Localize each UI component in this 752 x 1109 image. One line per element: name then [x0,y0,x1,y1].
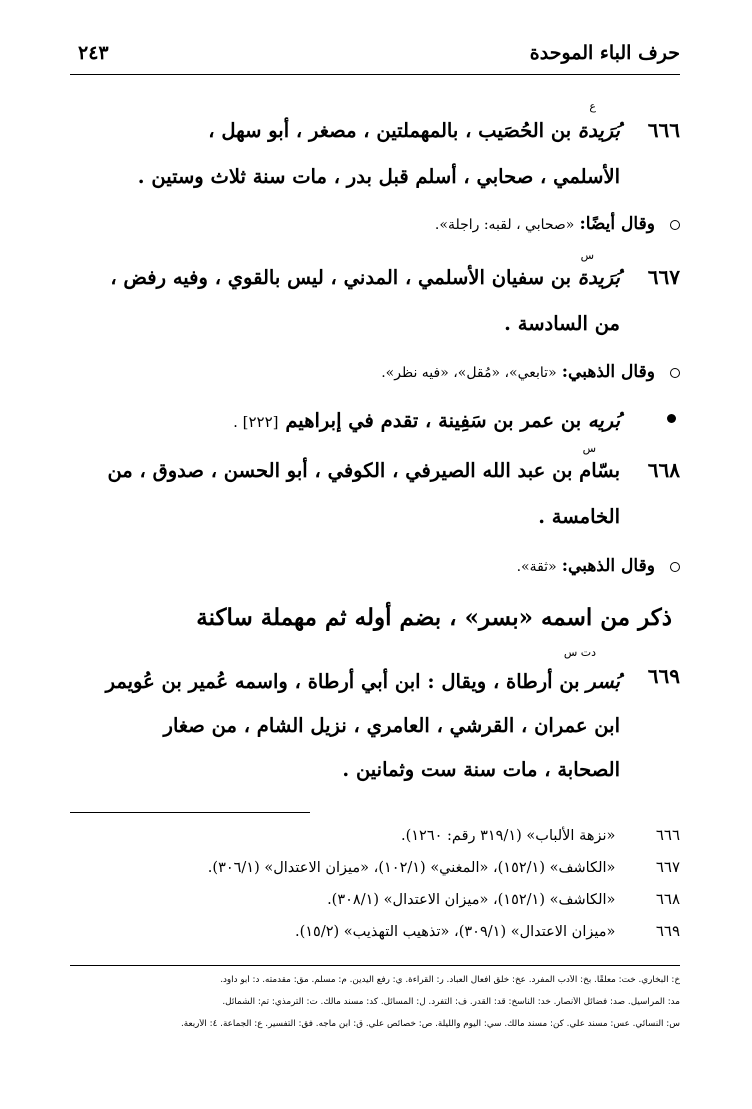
chapter-title: حرف الباء الموحدة [529,42,680,64]
entry-line-1: بن أرطاة ، ويقال : ابن أبي أرطاة ، واسمه عُمير بن عُويمر [105,670,580,693]
cross-reference-entry [70,398,680,445]
narrator-symbol: دت س [563,646,596,659]
footnote-text: «الكاشف» (١٥٢/١)، «ميزان الاعتدال» (٣٠٨/١). [327,892,616,908]
page-header [70,38,680,75]
entry-line-2: من السادسة . [504,312,620,335]
note-lead: وقال الذهبي: [561,556,655,576]
narrator-name: بُسر [586,670,620,693]
hollow-circle-icon [670,562,680,572]
note-quote: «ثقة». [516,559,557,575]
footnote-number: ٦٦٨ [655,890,680,908]
hollow-circle-icon [670,220,680,230]
entry-text [70,448,620,540]
narrator-name: بُرَيدة [577,119,620,142]
footnote-text: «ميزان الاعتدال» (٣٠٩/١)، «تذهيب التهذيب» (١٥/٢). [294,924,616,940]
footnote-divider [70,812,310,813]
footnote-number: ٦٦٧ [655,858,680,876]
entry-line-1: بن سفيان الأسلمي ، المدني ، ليس بالقوي ، وفيه رفض ، [110,266,572,289]
entry-number: ٦٦٧ [647,265,680,289]
footnote-666 [70,826,680,844]
entry-line-1: بسّام بن عبد الله الصيرفي ، الكوفي ، أبو الحسن ، صدوق ، من [107,459,620,482]
page-number: ٢٤٣ [78,42,109,64]
abbreviation-line: مد: المراسيل. صد: فضائل الأنصار. خد: الناسخ: قد: القدر. ف: التفرد. ل: المسائل. كد: مسند مالك. ت: الترمذي: تم: الشمائل. [222,997,680,1007]
note-quote: «تابعي»، «مُقل»، «فيه نظر». [381,365,557,381]
narrator-name: بُرَيدة [577,266,620,289]
entry-line-2: الخامسة . [538,505,620,528]
entry-number: ٦٦٩ [647,664,680,688]
entry-669 [70,646,680,792]
entry-number: ٦٦٨ [647,458,680,482]
footnote-number: ٦٦٩ [655,922,680,940]
footnote-number: ٦٦٦ [655,826,680,844]
entry-line-1: بن الحُصَيب ، بالمهملتين ، مصغر ، أبو سهل ، [208,119,572,142]
abbreviation-line: س: النسائي. عس: مسند علي. كن: مسند مالك. سي: اليوم والليلة. ص: خصائص علي. ق: ابن ماجه. فق: التفسير. ع: الجماعة. ٤: الأربعة. [180,1019,680,1029]
entry-line-3: الصحابة ، مات سنة ست وثمانين . [342,758,620,781]
entry-number: ٦٦٦ [647,118,680,142]
entry-668 [70,442,680,540]
entry-text [70,255,620,347]
narrator-name: بُريه [587,409,620,432]
narrator-symbol: س [580,249,594,262]
entry-667 [70,249,680,347]
filled-bullet-icon [667,414,676,423]
cross-reference-body: بن عمر بن سَفِينة ، تقدم في إبراهيم [285,409,582,432]
entry-line-2: ابن عمران ، القرشي ، العامري ، نزيل الشام ، من صغار [163,714,620,737]
footnote-668 [70,890,680,908]
cross-reference-text [70,398,620,445]
entry-text [70,660,620,792]
entry-text [70,108,620,200]
entry-666 [70,100,680,200]
note-quote: «صحابي ، لقبه: راجلة». [434,217,575,233]
footnote-669 [70,922,680,940]
abbreviations-divider [70,965,680,966]
abbreviation-line: خ: البخاري. خت: معلقًا. بخ: الأدب المفرد. عخ: خلق أفعال العباد. ر: القراءة. ي: رفع اليدين. م: مسلم. مق: مقدمته. د: أبو داود. [220,975,680,985]
footnote-667 [70,858,680,876]
footnote-text: «الكاشف» (١٥٢/١)، «المغني» (١٠٢/١)، «ميزان الاعتدال» (٣٠٦/١). [207,860,616,876]
section-heading: ذكر من اسمه «بسر» ، بضم أوله ثم مهملة ساكنة [196,604,672,631]
note-666 [70,214,680,234]
note-lead: وقال أيضًا: [579,214,655,234]
cross-reference-link: [٢٢٢] . [233,413,279,431]
note-668 [70,556,680,576]
note-lead: وقال الذهبي: [561,362,655,382]
narrator-symbol: س [582,442,596,455]
narrator-symbol: ع [589,100,596,113]
footnote-text: «نزهة الألباب» (٣١٩/١ رقم: ١٢٦٠). [400,828,616,844]
entry-line-2: الأسلمي ، صحابي ، أسلم قبل بدر ، مات سنة ثلاث وستين . [137,165,620,188]
hollow-circle-icon [670,368,680,378]
note-667 [70,362,680,382]
